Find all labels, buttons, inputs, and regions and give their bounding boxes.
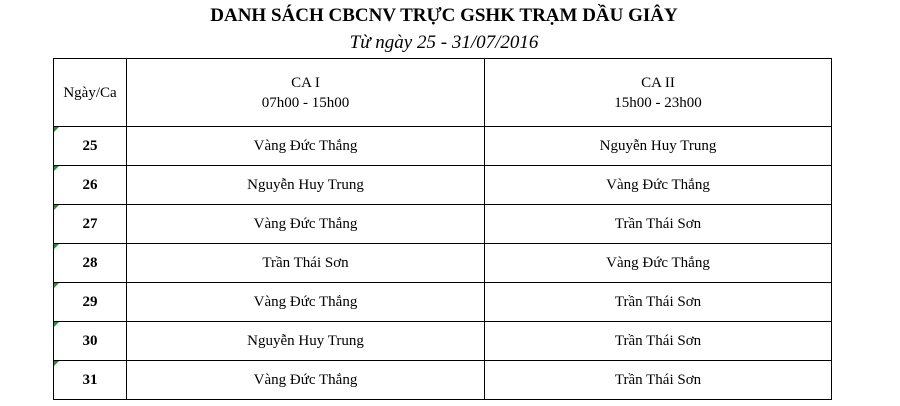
day-cell: [54, 166, 127, 205]
shift-2-staff-cell: Trần Thái Sơn: [485, 205, 832, 244]
table-row: [54, 322, 832, 361]
shift-1-staff-cell: Vàng Đức Thắng: [127, 361, 485, 400]
shift-2-name: CA II: [641, 74, 675, 91]
shift-1-staff-cell: Vàng Đức Thắng: [127, 283, 485, 322]
shift-2-staff-cell: Trần Thái Sơn: [485, 283, 832, 322]
day-value: 27: [82, 215, 98, 232]
cell-comment-marker: [54, 244, 59, 249]
day-value: 28: [82, 254, 98, 271]
cell-comment-marker: [54, 283, 59, 288]
shift-2-staff-cell: Trần Thái Sơn: [485, 322, 832, 361]
day-cell: [54, 244, 127, 283]
shift-1-hours: 07h00 - 15h00: [261, 94, 350, 111]
date-range-subtitle: Từ ngày 25 - 31/07/2016: [349, 32, 539, 53]
day-value: 30: [82, 332, 98, 349]
shift-1-staff-cell: Nguyễn Huy Trung: [127, 166, 485, 205]
shift-2-staff-cell: Nguyễn Huy Trung: [485, 127, 832, 166]
day-value: 31: [82, 371, 98, 388]
table-header-row: [54, 59, 832, 127]
shift-1-staff-cell: Vàng Đức Thắng: [127, 127, 485, 166]
cell-comment-marker: [54, 205, 59, 210]
day-cell: [54, 205, 127, 244]
day-value: 26: [82, 176, 98, 193]
day-shift-header: Ngày/Ca: [54, 59, 127, 127]
cell-comment-marker: [54, 127, 59, 132]
shift-2-header: [485, 59, 832, 127]
day-cell: [54, 127, 127, 166]
shift-1-header: [127, 59, 485, 127]
duty-roster-table: [53, 58, 832, 400]
table-row: [54, 361, 832, 400]
cell-comment-marker: [54, 322, 59, 327]
shift-2-staff-cell: Vàng Đức Thắng: [485, 244, 832, 283]
day-value: 25: [82, 137, 98, 154]
cell-comment-marker: [54, 361, 59, 366]
shift-1-name: CA I: [291, 74, 320, 91]
page-title: DANH SÁCH CBCNV TRỰC GSHK TRẠM DẦU GIÂY: [210, 5, 678, 26]
table-row: [54, 127, 832, 166]
table-row: [54, 283, 832, 322]
table-row: [54, 205, 832, 244]
shift-1-staff-cell: Trần Thái Sơn: [127, 244, 485, 283]
cell-comment-marker: [54, 166, 59, 171]
day-cell: [54, 283, 127, 322]
shift-2-staff-cell: Trần Thái Sơn: [485, 361, 832, 400]
day-value: 29: [82, 293, 98, 310]
day-cell: [54, 322, 127, 361]
shift-2-staff-cell: Vàng Đức Thắng: [485, 166, 832, 205]
table-row: [54, 244, 832, 283]
table-row: [54, 166, 832, 205]
day-cell: [54, 361, 127, 400]
shift-1-staff-cell: Vàng Đức Thắng: [127, 205, 485, 244]
shift-2-hours: 15h00 - 23h00: [614, 94, 702, 111]
shift-1-staff-cell: Nguyễn Huy Trung: [127, 322, 485, 361]
